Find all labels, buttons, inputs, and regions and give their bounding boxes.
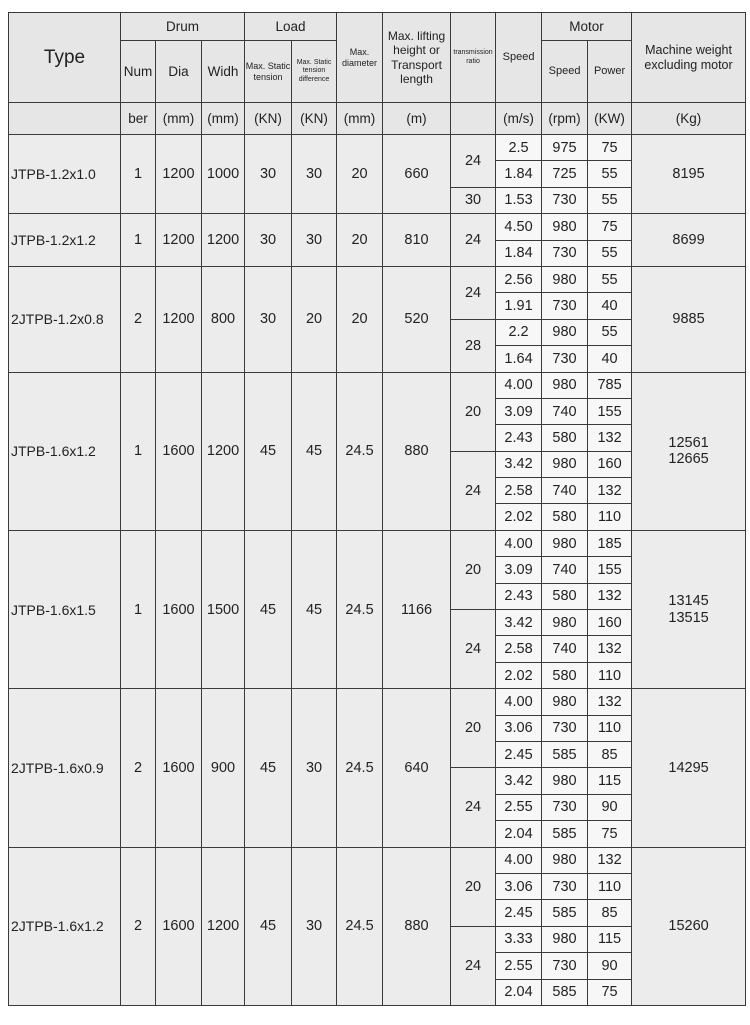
motor-power: 40 — [588, 346, 632, 372]
motor-power: 160 — [588, 451, 632, 477]
dia-header: Dia — [156, 41, 202, 103]
motor-power: 110 — [588, 873, 632, 899]
drum-width: 1200 — [202, 372, 245, 530]
max-static-tension-diff: 30 — [292, 135, 337, 214]
motor-speed-header: Speed — [542, 41, 588, 103]
motor-power: 110 — [588, 715, 632, 741]
max-diameter: 24.5 — [337, 847, 383, 1005]
motor-speed: 980 — [542, 372, 588, 398]
machine-weight-value: 8699 — [672, 231, 705, 248]
motor-power: 55 — [588, 240, 632, 266]
model-type: JTPB-1.6x1.5 — [9, 530, 121, 688]
motor-power: 90 — [588, 953, 632, 979]
drum-dia: 1600 — [156, 372, 202, 530]
machine-weight — [632, 530, 746, 688]
motor-power: 115 — [588, 926, 632, 952]
machine-weight — [632, 135, 746, 214]
table-row — [9, 214, 746, 240]
line-speed: 3.09 — [496, 557, 542, 583]
drum-number: 1 — [121, 372, 156, 530]
line-speed: 1.64 — [496, 346, 542, 372]
drum-number: 1 — [121, 214, 156, 267]
motor-power: 155 — [588, 398, 632, 424]
line-speed: 1.91 — [496, 293, 542, 319]
drum-width: 1200 — [202, 847, 245, 1005]
motor-speed: 730 — [542, 346, 588, 372]
motor-power: 132 — [588, 478, 632, 504]
max-lifting-header: Max. lifting height or Transport length — [383, 13, 451, 103]
machine-weight-unit: (Kg) — [632, 103, 746, 135]
motor-power: 155 — [588, 557, 632, 583]
model-type: JTPB-1.6x1.2 — [9, 372, 121, 530]
transmission-ratio: 20 — [451, 689, 496, 768]
motor-power: 132 — [588, 847, 632, 873]
motor-power: 75 — [588, 214, 632, 240]
motor-power: 75 — [588, 135, 632, 161]
table-row — [9, 266, 746, 292]
motor-power: 90 — [588, 794, 632, 820]
machine-weight-value: 8195 — [672, 165, 705, 182]
motor-speed: 580 — [542, 662, 588, 688]
number-unit: ber — [121, 103, 156, 135]
motor-speed: 740 — [542, 478, 588, 504]
machine-weight-value: 13145 — [668, 592, 709, 609]
motor-speed: 730 — [542, 953, 588, 979]
motor-power: 785 — [588, 372, 632, 398]
motor-speed: 980 — [542, 214, 588, 240]
motor-speed: 580 — [542, 504, 588, 530]
transmission-ratio-header: transmission ratio — [451, 13, 496, 103]
number-header: Num — [121, 41, 156, 103]
max-lifting-height: 640 — [383, 689, 451, 847]
machine-weight-value: 12665 — [668, 451, 709, 468]
line-speed: 2.55 — [496, 953, 542, 979]
table-row — [9, 135, 746, 161]
machine-weight — [632, 266, 746, 372]
max-static-tension-header: Max. Static tension — [245, 41, 292, 103]
type-unit-cell — [9, 103, 121, 135]
line-speed: 1.53 — [496, 187, 542, 213]
machine-weight — [632, 372, 746, 530]
model-type: JTPB-1.2x1.0 — [9, 135, 121, 214]
motor-power: 110 — [588, 504, 632, 530]
line-speed: 4.00 — [496, 530, 542, 556]
dia-unit: (mm) — [156, 103, 202, 135]
machine-weight — [632, 689, 746, 847]
drum-dia: 1600 — [156, 847, 202, 1005]
max-static-tension-diff: 45 — [292, 372, 337, 530]
max-diameter-header: Max. diameter — [337, 13, 383, 103]
motor-power: 75 — [588, 821, 632, 847]
tension-diff-unit: (KN) — [292, 103, 337, 135]
motor-power: 55 — [588, 266, 632, 292]
max-diameter: 24.5 — [337, 530, 383, 688]
transmission-ratio: 28 — [451, 319, 496, 372]
line-speed: 4.50 — [496, 214, 542, 240]
motor-speed: 740 — [542, 557, 588, 583]
speed-header: Speed — [496, 13, 542, 103]
load-header: Load — [245, 13, 337, 41]
lifting-unit: (m) — [383, 103, 451, 135]
max-static-tension-diff: 45 — [292, 530, 337, 688]
table-row — [9, 847, 746, 873]
line-speed: 2.43 — [496, 583, 542, 609]
motor-speed: 980 — [542, 266, 588, 292]
max-static-tension: 30 — [245, 135, 292, 214]
motor-speed: 740 — [542, 398, 588, 424]
max-diameter: 20 — [337, 266, 383, 372]
motor-power: 55 — [588, 319, 632, 345]
drum-dia: 1200 — [156, 266, 202, 372]
line-speed: 2.58 — [496, 636, 542, 662]
drum-width: 1200 — [202, 214, 245, 267]
max-static-tension: 45 — [245, 530, 292, 688]
drum-width: 900 — [202, 689, 245, 847]
drum-number: 1 — [121, 530, 156, 688]
line-speed: 2.5 — [496, 135, 542, 161]
transmission-ratio: 24 — [451, 926, 496, 1005]
motor-speed: 730 — [542, 794, 588, 820]
max-lifting-height: 1166 — [383, 530, 451, 688]
max-diameter: 20 — [337, 135, 383, 214]
motor-speed: 585 — [542, 979, 588, 1005]
line-speed: 1.84 — [496, 240, 542, 266]
drum-number: 1 — [121, 135, 156, 214]
machine-weight-value: 15260 — [668, 917, 709, 934]
model-type: 2JTPB-1.6x1.2 — [9, 847, 121, 1005]
motor-speed: 740 — [542, 636, 588, 662]
line-speed: 2.02 — [496, 662, 542, 688]
machine-weight-value: 12561 — [668, 434, 709, 451]
max-lifting-height: 880 — [383, 372, 451, 530]
line-speed: 1.84 — [496, 161, 542, 187]
motor-speed: 980 — [542, 689, 588, 715]
motor-speed: 980 — [542, 530, 588, 556]
line-speed: 3.42 — [496, 610, 542, 636]
drum-number: 2 — [121, 266, 156, 372]
motor-power: 132 — [588, 583, 632, 609]
line-speed: 2.56 — [496, 266, 542, 292]
machine-weight-value: 13515 — [668, 609, 709, 626]
motor-speed: 585 — [542, 741, 588, 767]
max-static-tension-diff-header: Max. Static tension difference — [292, 41, 337, 103]
motor-speed: 585 — [542, 900, 588, 926]
transmission-ratio: 20 — [451, 847, 496, 926]
motor-speed: 980 — [542, 847, 588, 873]
drum-number: 2 — [121, 847, 156, 1005]
max-lifting-height: 810 — [383, 214, 451, 267]
max-diameter: 24.5 — [337, 689, 383, 847]
line-speed: 3.42 — [496, 451, 542, 477]
machine-weight — [632, 214, 746, 267]
max-static-tension-diff: 30 — [292, 214, 337, 267]
motor-speed: 730 — [542, 240, 588, 266]
motor-speed: 975 — [542, 135, 588, 161]
drum-header: Drum — [121, 13, 245, 41]
motor-power: 132 — [588, 636, 632, 662]
max-static-tension-diff: 20 — [292, 266, 337, 372]
motor-speed: 980 — [542, 610, 588, 636]
max-lifting-height: 520 — [383, 266, 451, 372]
motor-speed: 730 — [542, 873, 588, 899]
max-lifting-height: 660 — [383, 135, 451, 214]
line-speed: 3.42 — [496, 768, 542, 794]
width-header: Widh — [202, 41, 245, 103]
ratio-unit-cell — [451, 103, 496, 135]
max-lifting-height: 880 — [383, 847, 451, 1005]
transmission-ratio: 24 — [451, 610, 496, 689]
transmission-ratio: 30 — [451, 187, 496, 213]
max-static-tension: 30 — [245, 266, 292, 372]
motor-power: 40 — [588, 293, 632, 319]
line-speed: 4.00 — [496, 372, 542, 398]
drum-dia: 1200 — [156, 214, 202, 267]
motor-power: 85 — [588, 741, 632, 767]
line-speed: 2.04 — [496, 821, 542, 847]
transmission-ratio: 20 — [451, 530, 496, 609]
diameter-unit: (mm) — [337, 103, 383, 135]
width-unit: (mm) — [202, 103, 245, 135]
max-static-tension-diff: 30 — [292, 847, 337, 1005]
machine-weight-value: 14295 — [668, 759, 709, 776]
transmission-ratio: 20 — [451, 372, 496, 451]
motor-power: 75 — [588, 979, 632, 1005]
motor-power: 55 — [588, 187, 632, 213]
max-static-tension-diff: 30 — [292, 689, 337, 847]
line-speed: 3.06 — [496, 873, 542, 899]
model-type: 2JTPB-1.6x0.9 — [9, 689, 121, 847]
transmission-ratio: 24 — [451, 135, 496, 188]
motor-power: 160 — [588, 610, 632, 636]
table-body — [9, 135, 746, 1006]
motor-speed: 980 — [542, 926, 588, 952]
line-speed: 3.33 — [496, 926, 542, 952]
drum-width: 1000 — [202, 135, 245, 214]
motor-speed: 980 — [542, 451, 588, 477]
machine-weight-value: 9885 — [672, 310, 705, 327]
transmission-ratio: 24 — [451, 214, 496, 267]
line-speed: 2.04 — [496, 979, 542, 1005]
motor-speed: 980 — [542, 319, 588, 345]
motor-power-unit: (KW) — [588, 103, 632, 135]
drum-dia: 1600 — [156, 530, 202, 688]
motor-speed: 730 — [542, 293, 588, 319]
type-header: Type — [9, 13, 121, 103]
max-diameter: 24.5 — [337, 372, 383, 530]
motor-power: 132 — [588, 689, 632, 715]
speed-unit: (m/s) — [496, 103, 542, 135]
line-speed: 4.00 — [496, 847, 542, 873]
table-row — [9, 372, 746, 398]
motor-speed: 580 — [542, 583, 588, 609]
max-static-tension: 45 — [245, 372, 292, 530]
spec-table-wrapper — [8, 12, 746, 1006]
motor-speed: 730 — [542, 187, 588, 213]
motor-power: 185 — [588, 530, 632, 556]
max-static-tension: 45 — [245, 847, 292, 1005]
motor-speed: 980 — [542, 768, 588, 794]
max-static-tension: 45 — [245, 689, 292, 847]
line-speed: 4.00 — [496, 689, 542, 715]
motor-power: 110 — [588, 662, 632, 688]
line-speed: 2.2 — [496, 319, 542, 345]
transmission-ratio: 24 — [451, 768, 496, 847]
drum-dia: 1600 — [156, 689, 202, 847]
motor-speed: 730 — [542, 715, 588, 741]
motor-speed: 585 — [542, 821, 588, 847]
winch-spec-table — [8, 12, 746, 1006]
transmission-ratio: 24 — [451, 266, 496, 319]
line-speed: 2.45 — [496, 900, 542, 926]
motor-speed: 580 — [542, 425, 588, 451]
line-speed: 3.06 — [496, 715, 542, 741]
motor-speed-unit: (rpm) — [542, 103, 588, 135]
line-speed: 2.43 — [496, 425, 542, 451]
table-header — [9, 13, 746, 135]
max-static-tension: 30 — [245, 214, 292, 267]
transmission-ratio: 24 — [451, 451, 496, 530]
line-speed: 2.02 — [496, 504, 542, 530]
line-speed: 2.45 — [496, 741, 542, 767]
line-speed: 2.58 — [496, 478, 542, 504]
machine-weight — [632, 847, 746, 1005]
machine-weight-header: Machine weight excluding motor — [632, 13, 746, 103]
motor-speed: 725 — [542, 161, 588, 187]
motor-power-header: Power — [588, 41, 632, 103]
motor-power: 115 — [588, 768, 632, 794]
max-diameter: 20 — [337, 214, 383, 267]
line-speed: 2.55 — [496, 794, 542, 820]
model-type: JTPB-1.2x1.2 — [9, 214, 121, 267]
table-row — [9, 689, 746, 715]
motor-header: Motor — [542, 13, 632, 41]
table-row — [9, 530, 746, 556]
motor-power: 55 — [588, 161, 632, 187]
line-speed: 3.09 — [496, 398, 542, 424]
drum-width: 1500 — [202, 530, 245, 688]
motor-power: 132 — [588, 425, 632, 451]
motor-power: 85 — [588, 900, 632, 926]
model-type: 2JTPB-1.2x0.8 — [9, 266, 121, 372]
tension-unit: (KN) — [245, 103, 292, 135]
drum-number: 2 — [121, 689, 156, 847]
drum-width: 800 — [202, 266, 245, 372]
drum-dia: 1200 — [156, 135, 202, 214]
